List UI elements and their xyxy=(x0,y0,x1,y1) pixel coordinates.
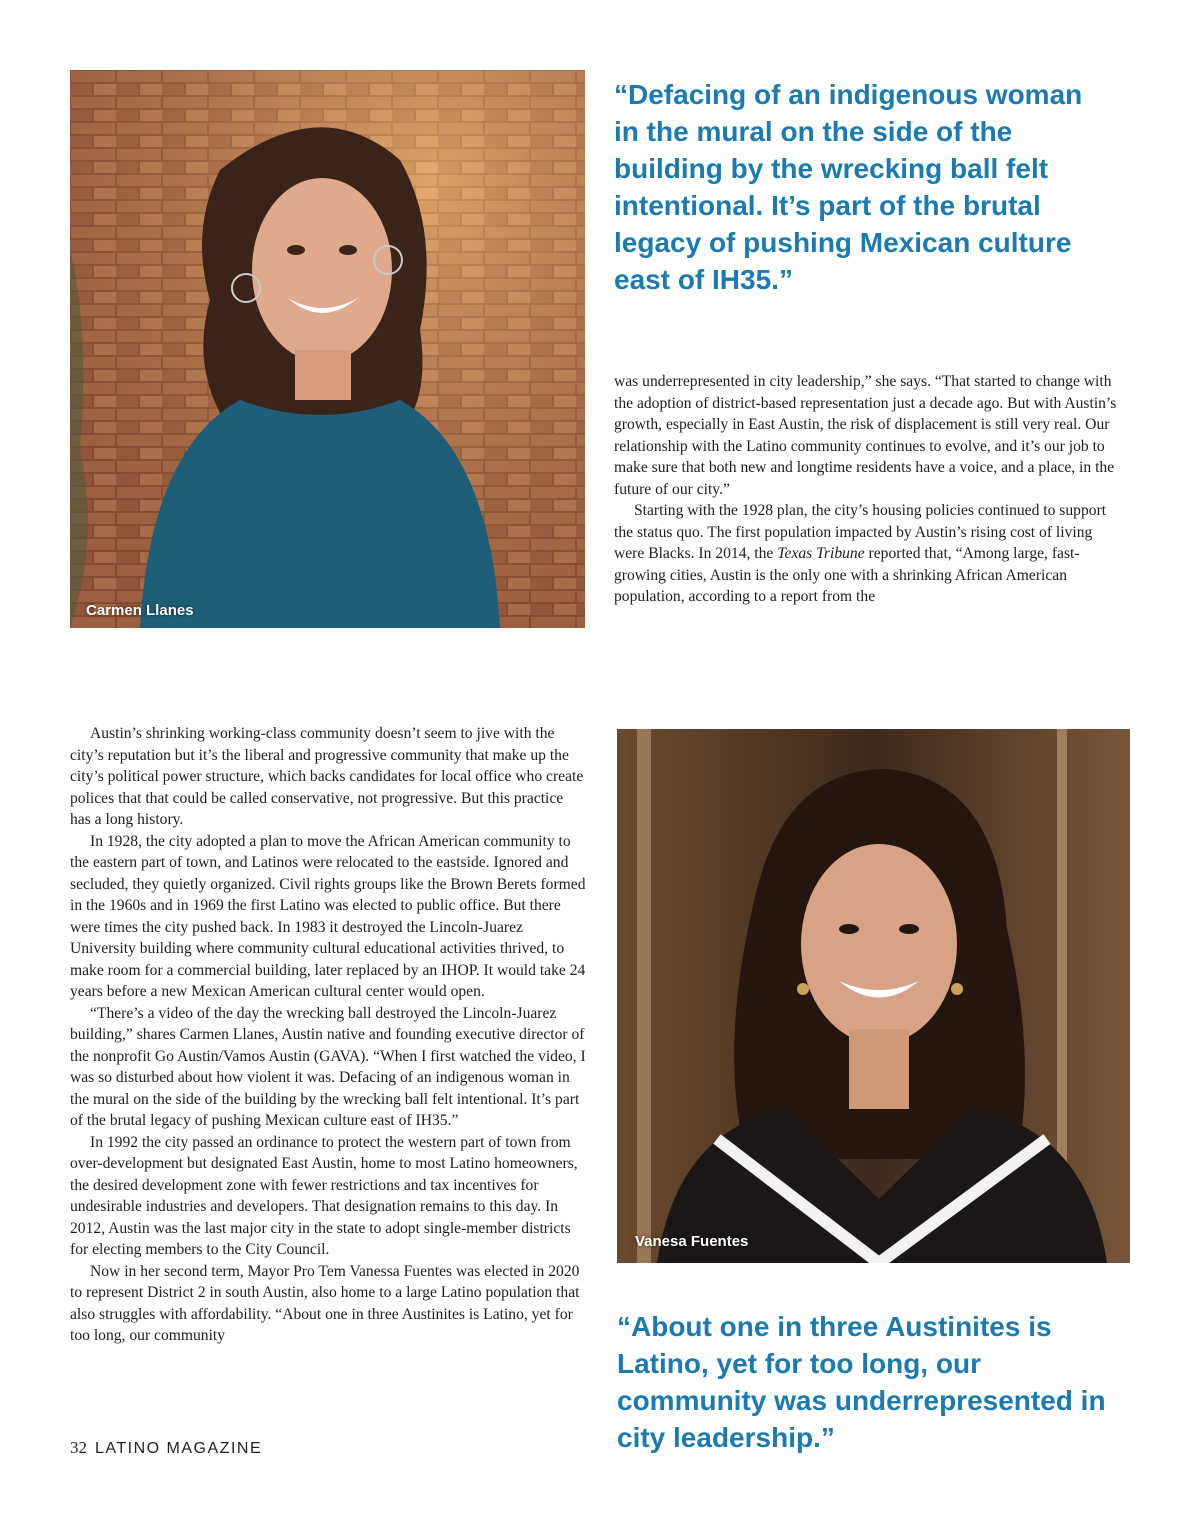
page-number: 32 xyxy=(70,1438,87,1457)
body-column-left xyxy=(70,723,586,1347)
photo-caption-top: Carmen Llanes xyxy=(86,602,194,619)
body-paragraph: was underrepresented in city leadership,” she says. “That started to change with the adoption of district-based representation just a decade ago. But with Austin’s growth, especially in East Austin, the risk of displacement is still very real. Our relationship with the Latino community continues to evolve, and it’s our job to make sure that both new and longtime residents have a voice, and a place, in the future of our city.” xyxy=(614,373,1117,498)
body-text: reported that, “Among large, fast-growing cities, Austin is the only one with a shrinking African American population, according to a report from the xyxy=(614,545,1080,605)
pull-quote-top: “Defacing of an indigenous woman in the mural on the side of the building by the wrecking ball felt intentional. It’s part of the brutal legacy of pushing Mexican culture east of IH35.” xyxy=(614,79,1083,295)
portrait-image xyxy=(617,729,1130,1263)
publication-name: Texas Tribune xyxy=(777,545,865,562)
body-paragraph: Now in her second term, Mayor Pro Tem Vanessa Fuentes was elected in 2020 to represent District 2 in south Austin, also home to a large Latino population that also struggles with affordability. “About one in three Austinites is Latino, yet for too long, our community xyxy=(70,1262,580,1344)
body-text: Starting with the 1928 plan, the city’s housing policies continued to support the status quo. The first population impacted by Austin’s rising cost of living were Blacks. In 2014, the xyxy=(614,502,1107,562)
body-paragraph: In 1928, the city adopted a plan to move the African American community to the eastern part of town, and Latinos were relocated to the eastside. Ignored and secluded, they quietly organized. Civil rights groups like the Brown Berets formed in the 1960s and in 1969 the first Latino was elected to public office. But there were times the city pushed back. In 1983 it destroyed the Lincoln-Juarez University building where community cultural educational activities thrived, to make room for a commercial building, later replaced by an IHOP. It would take 24 years before a new Mexican American cultural center would open. xyxy=(70,832,586,1000)
page-footer xyxy=(70,1438,262,1458)
photo-vanesa-fuentes xyxy=(617,729,1130,1263)
body-paragraph xyxy=(614,500,1126,608)
portrait-image xyxy=(70,70,585,628)
body-column-right xyxy=(614,371,1126,608)
photo-carmen-llanes xyxy=(70,70,585,628)
pull-quote-bottom: “About one in three Austinites is Latino, yet for too long, our community was underrepresented in city leadership.” xyxy=(617,1311,1106,1453)
body-paragraph: In 1992 the city passed an ordinance to protect the western part of town from over-development but designated East Austin, home to most Latino homeowners, the desired development zone with fewer restrictions and tax incentives for undesirable industries and developers. That designation remains to this day. In 2012, Austin was the last major city in the state to adopt single-member districts for electing members to the City Council. xyxy=(70,1133,578,1258)
body-paragraph: “There’s a video of the day the wrecking ball destroyed the Lincoln-Juarez building,” shares Carmen Llanes, Austin native and founding executive director of the nonprofit Go Austin/Vamos Austin (GAVA). “When I first watched the video, I was so disturbed about how violent it was. Defacing of an indigenous woman in the mural on the side of the building by the wrecking ball felt intentional. It’s part of the brutal legacy of pushing Mexican culture east of IH35.” xyxy=(70,1004,586,1129)
magazine-name: LATINO MAGAZINE xyxy=(95,1440,263,1457)
photo-caption-bottom: Vanesa Fuentes xyxy=(635,1233,749,1250)
body-paragraph: Austin’s shrinking working-class community doesn’t seem to jive with the city’s reputation but it’s the liberal and progressive community that make up the city’s political power structure, which backs candidates for local office who create polices that that could be called conservative, not progressive. But this practice has a long history. xyxy=(70,725,584,828)
